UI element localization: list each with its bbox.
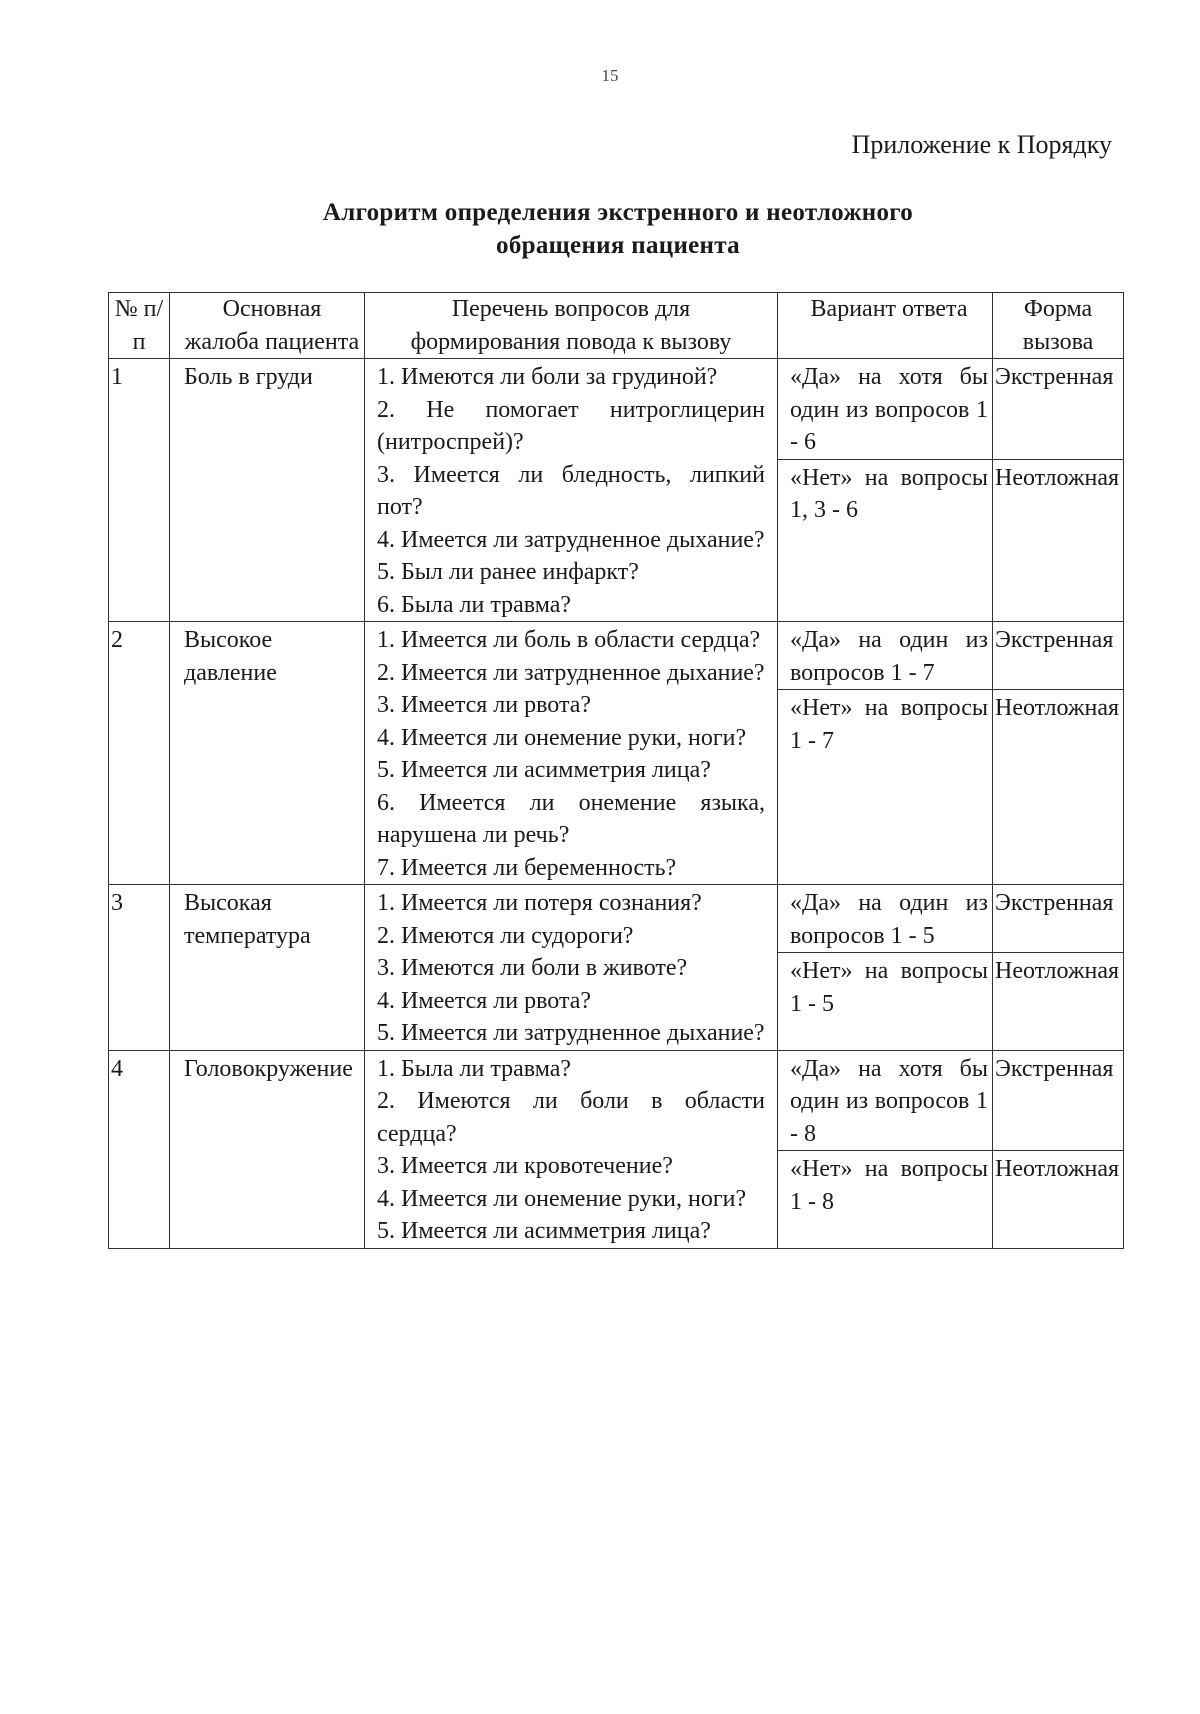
answer-yes: «Да» на хотя бы один из вопросов 1 - 8 [778, 1050, 993, 1151]
row-number: 1 [109, 359, 170, 622]
table-row [109, 622, 1124, 690]
header-answer: Вариант ответа [778, 293, 993, 359]
question-item: 6. Была ли травма? [377, 591, 572, 618]
question-item: 5. Имеется ли асимметрия лица? [377, 757, 711, 783]
answer-yes: «Да» на один из вопросов 1 - 7 [778, 622, 993, 690]
question-item: 4. Имеется ли рвота? [377, 987, 592, 1014]
question-item: 1. Была ли травма? [377, 1055, 572, 1082]
row-questions [365, 622, 778, 885]
question-item: 1. Имеется ли потеря сознания? [377, 890, 702, 916]
page-number: 15 [601, 66, 619, 85]
question-item: 1. Имеется ли боль в области сердца? [377, 627, 761, 653]
table-row [109, 359, 1124, 460]
form-emergency: Экстренная [993, 359, 1124, 460]
answer-no: «Нет» на вопросы 1, 3 - 6 [778, 459, 993, 622]
answer-yes: «Да» на хотя бы один из вопросов 1 - 6 [778, 359, 993, 460]
row-complaint: Высокая температура [170, 885, 365, 1051]
question-item: 4. Имеется ли затрудненное дыхание? [377, 526, 765, 553]
table-header-row [109, 293, 1124, 359]
question-item: 3. Имеется ли рвота? [377, 692, 592, 718]
form-emergency: Экстренная [993, 885, 1124, 953]
form-emergency: Экстренная [993, 1050, 1124, 1151]
question-item: 3. Имеется ли бледность, липкий пот? [377, 461, 765, 520]
question-item: 3. Имеются ли боли в животе? [377, 955, 688, 981]
row-complaint: Боль в груди [170, 359, 365, 622]
appendix-label: Приложение к Порядку [851, 130, 1112, 159]
question-item: 5. Имеется ли затрудненное дыхание? [377, 1020, 765, 1046]
row-questions [365, 359, 778, 622]
form-urgent: Неотложная [993, 1151, 1124, 1249]
question-item: 4. Имеется ли онемение руки, ноги? [377, 1185, 747, 1212]
answer-no: «Нет» на вопросы 1 - 5 [778, 953, 993, 1051]
question-item: 5. Имеется ли асимметрия лица? [377, 1218, 711, 1244]
question-item: 6. Имеется ли онемение языка, нарушена ли речь? [377, 789, 765, 848]
algorithm-table [108, 292, 1124, 1249]
header-form: Форма вызова [993, 293, 1124, 359]
title-line-2: обращения пациента [496, 232, 740, 259]
form-urgent: Неотложная [993, 953, 1124, 1051]
question-item: 1. Имеются ли боли за грудиной? [377, 364, 718, 390]
question-item: 2. Имеются ли боли в области сердца? [377, 1088, 765, 1147]
question-item: 5. Был ли ранее инфаркт? [377, 559, 639, 585]
row-number: 3 [109, 885, 170, 1051]
table-row [109, 1050, 1124, 1151]
form-urgent: Неотложная [993, 459, 1124, 622]
answer-no: «Нет» на вопросы 1 - 8 [778, 1151, 993, 1249]
row-number: 2 [109, 622, 170, 885]
question-item: 7. Имеется ли беременность? [377, 854, 677, 881]
question-item: 4. Имеется ли онемение руки, ноги? [377, 724, 747, 751]
question-item: 2. Имеются ли судороги? [377, 922, 634, 949]
row-questions [365, 1050, 778, 1248]
answer-yes: «Да» на один из вопросов 1 - 5 [778, 885, 993, 953]
document-title [108, 196, 1128, 262]
header-complaint: Основная жалоба пациента [170, 293, 365, 359]
row-complaint: Высокое давление [170, 622, 365, 885]
header-questions: Перечень вопросов для формирования повода к вызову [365, 293, 778, 359]
question-item: 2. Не помогает нитроглицерин (нитроспрей)? [377, 396, 765, 455]
title-line-1: Алгоритм определения экстренного и неотложного [322, 199, 914, 226]
row-number: 4 [109, 1050, 170, 1248]
table-row [109, 885, 1124, 953]
question-item: 3. Имеется ли кровотечение? [377, 1153, 673, 1179]
row-questions [365, 885, 778, 1051]
question-item: 2. Имеется ли затрудненное дыхание? [377, 659, 765, 686]
row-complaint: Головокружение [170, 1050, 365, 1248]
header-num: № п/п [109, 293, 170, 359]
table-body [109, 359, 1124, 1249]
answer-no: «Нет» на вопросы 1 - 7 [778, 690, 993, 885]
form-urgent: Неотложная [993, 690, 1124, 885]
form-emergency: Экстренная [993, 622, 1124, 690]
